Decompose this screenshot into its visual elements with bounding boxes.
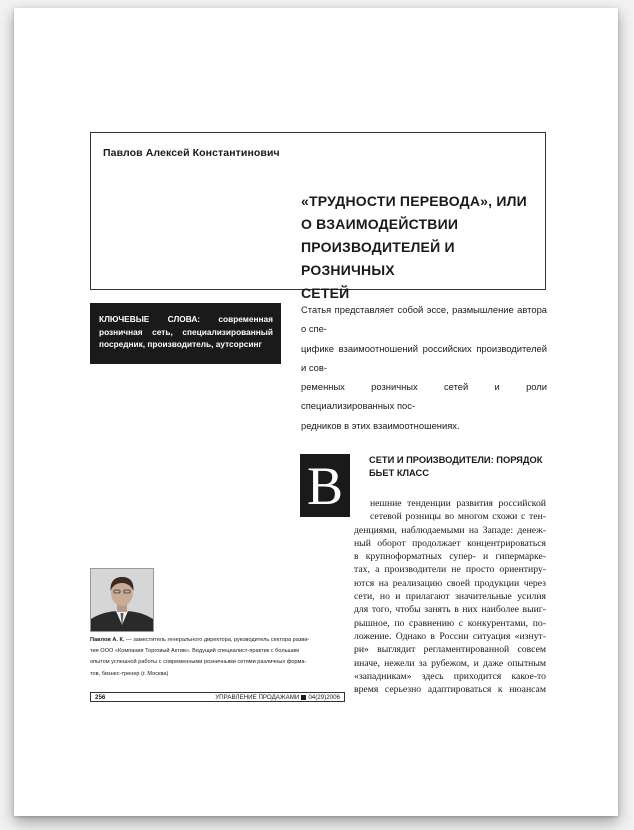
square-bullet-icon (301, 695, 306, 700)
article-header (90, 132, 546, 301)
body-line: в крупноформатных супер- и гипермарке- (354, 551, 546, 563)
keywords-box: КЛЮЧЕВЫЕ СЛОВА: современная розничная сеть, специализированный посредник, производитель, аутсорсинг (90, 303, 281, 364)
body-line: денциями, наблюдаемыми на Западе: денеж- (354, 524, 546, 536)
publication-name: УПРАВЛЕНИЕ ПРОДАЖАМИ (215, 693, 300, 701)
magazine-page (14, 8, 618, 816)
author-photo (90, 568, 154, 632)
body-line: иначе, нежели за рубежом, и даже опытным (354, 657, 546, 669)
title-line: СЕТЕЙ (301, 285, 350, 301)
body-line: для того, чтобы занять в них наиболее выиг- (354, 604, 546, 616)
title-line: «ТРУДНОСТИ ПЕРЕВОДА», ИЛИ (301, 193, 527, 209)
abstract (301, 300, 547, 435)
title-line: О ВЗАИМОДЕЙСТВИИ (301, 216, 459, 232)
body-line: ются на реализацию своей продукции через (354, 577, 546, 589)
abstract-line: цифике взаимоотношений российских производителей и сов- (301, 342, 547, 373)
author-bio (90, 635, 345, 680)
page-number: 256 (95, 693, 106, 701)
bio-line: опытом успешной работы с современными розничными сетями различных форма- (90, 659, 307, 666)
body-line: время серьезно адаптироваться к нюансам (354, 684, 546, 696)
body-line: «западникам» здесь приходится какое-то (354, 670, 546, 682)
body-line: ложение. Однако в России ситуация «изнут- (354, 630, 546, 642)
article-body (354, 497, 546, 696)
publication-info (215, 694, 340, 701)
issue-number: 04(29)2006 (308, 693, 340, 701)
bio-line: тия ООО «Компания Торговый Актив». Ведущий специалист-практик с большим (90, 648, 299, 655)
section-heading (369, 454, 549, 479)
body-line: сети, но и прилагают значительные усилия (354, 591, 546, 603)
abstract-line: ременных розничных сетей и роли специализированных пос- (301, 381, 547, 412)
heading-line: БЬЕТ КЛАСС (369, 467, 429, 478)
body-line: ри» выглядит регламентированной совсем (354, 644, 546, 656)
bio-name: Павлов А. К. (90, 637, 125, 643)
body-line: сетевой розницы во многом схожи с тен- (370, 511, 546, 523)
page-footer (90, 692, 345, 702)
drop-cap: В (300, 454, 350, 517)
body-line: тах, а производители не просто ориентиру- (354, 564, 546, 576)
abstract-line: Статья представляет собой эссе, размышление автора о спе- (301, 304, 547, 335)
author-name: Павлов Алексей Константинович (103, 147, 280, 159)
heading-line: СЕТИ И ПРОИЗВОДИТЕЛИ: ПОРЯДОК (369, 455, 543, 465)
author-portrait-icon (91, 569, 153, 631)
abstract-line: редников в этих взаимоотношениях. (301, 419, 460, 431)
article-title (301, 190, 531, 305)
body-line: ный оборот продолжает концентрироваться (354, 537, 546, 549)
title-line: ПРОИЗВОДИТЕЛЕЙ И РОЗНИЧНЫХ (301, 239, 455, 278)
bio-line: тов, бизнес-тренер (г. Москва) (90, 670, 169, 677)
body-line: рышное, по сравнению с конкурентами, по- (354, 617, 546, 629)
bio-line: — заместитель генерального директора, руководитель сектора разви- (124, 637, 310, 643)
body-line: нешние тенденции развития российской (370, 498, 546, 509)
